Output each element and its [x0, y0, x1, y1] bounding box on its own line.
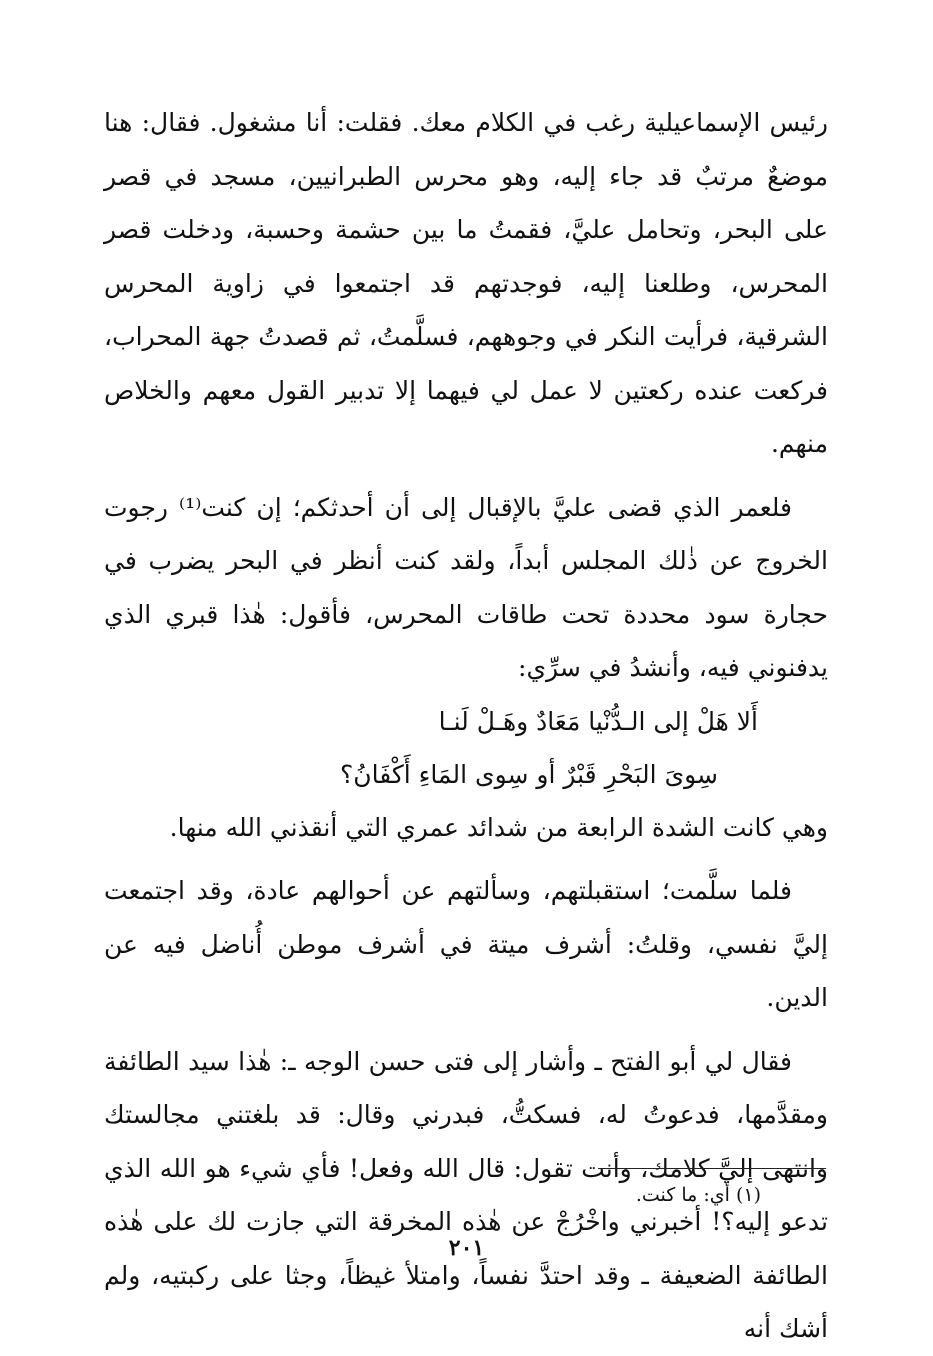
paragraph-4: فلما سلَّمت؛ استقبلتهم، وسألتهم عن أحوالهم عادة، وقد اجتمعت إليَّ نفسي، وقلتُ: أشرف ميتة في أشرف موطن أُناضل فيه عن الدين. [104, 876, 828, 1012]
verse-line-2: سِوىَ البَحْرِ قَبْرٌ أو سِوى المَاءِ أَكْفَانُ؟ [339, 759, 718, 789]
paragraph-2: فلعمر الذي قضى عليَّ بالإقبال إلى أن أحدثكم؛ إن كنت⁽¹⁾ رجوت الخروج عن ذٰلك المجلس أبداً، ولقد كنت أنظر في البحر يضرب في حجارة سود محددة تحت طاقات المحرس، فأقول: هٰذا قبري الذي يدفنوني فيه، وأنشدُ في سرِّي: [104, 492, 828, 682]
paragraph-1: رئيس الإسماعيلية رغب في الكلام معك. فقلت: أنا مشغول. فقال: هنا موضعٌ مرتبٌ قد جاء إليه، وهو محرس الطبرانيين، مسجد في قصر على البحر، وتحامل عليَّ، فقمتُ ما بين حشمة وحسبة، ودخلت قصر المحرس، وطلعنا إليه، فوجدتهم قد اجتمعوا في زاوية المحرس الشرقية، فرأيت النكر في وجوههم، فسلَّمتُ، ثم قصدتُ جهة المحراب، فركعت عنده ركعتين لا عمل لي فيهما إلا تدبير القول معهم والخلاص منهم. [104, 108, 828, 458]
paragraph-3: وهي كانت الشدة الرابعة من شدائد عمري التي أنقذني الله منها. [169, 812, 828, 842]
verse-line-1: أَلا هَلْ إلى الـدُّنْيا مَعَادٌ وهَـلْ لَنـا [438, 706, 758, 736]
page-number: ٢٠١ [448, 1235, 485, 1261]
footnote: (١) أي: ما كنت. [635, 1184, 761, 1206]
footnote-divider [598, 1168, 826, 1169]
page-body [104, 96, 828, 1356]
paragraph-5: فقال لي أبو الفتح ـ وأشار إلى فتى حسن الوجه ـ: هٰذا سيد الطائفة ومقدَّمها، فدعوتُ له، فسكتُّ، فبدرني وقال: قد بلغتني مجالستك وانتهى إليَّ كلامك، وأنت تقول: قال الله وفعل! فأي شيء هو الله الذي تدعو إليه؟! أخبرني واخْرُجْ عن هٰذه المخرقة التي جازت لك على هٰذه الطائفة الضعيفة ـ وقد احتدَّ نفساً، وامتلأ غيظاً، وجثا على ركبتيه، ولم أشك أنه [104, 1046, 828, 1343]
